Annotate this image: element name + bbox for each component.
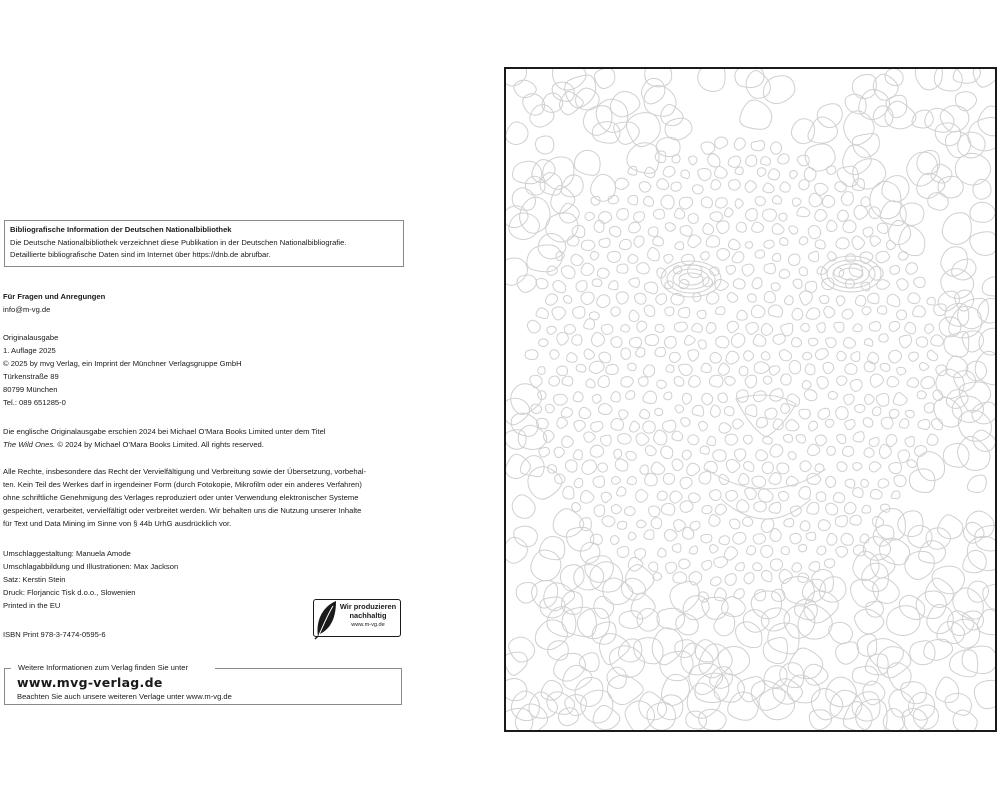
publisher-info-legend: Weitere Informationen zum Verlag finden Sie unter [18,663,188,672]
sustainability-url: www.m-vg.de [351,621,385,628]
sustainability-line2: nachhaltig [349,610,387,620]
sustainability-text [336,603,400,630]
edition-line: © 2025 by mvg Verlag, ein Imprint der Münchner Verlagsgruppe GmbH [3,359,242,369]
bibliographic-info-line: Die Deutsche Nationalbibliothek verzeichnet diese Publikation in der Deutschen Nationalbibliografie. [10,237,347,247]
edition-line: 1. Auflage 2025 [3,346,56,356]
contact-block [3,290,105,316]
rights-line: für Text und Data Mining im Sinne von § 44b UrhG ausdrücklich vor. [3,519,232,529]
contact-heading: Für Fragen und Anregungen [3,292,106,301]
bibliographic-info-box [4,220,404,267]
isbn-text: ISBN Print 978-3-7474-0595-6 [3,630,106,639]
credit-line: Printed in the EU [3,601,61,611]
original-edition-line: Die englische Originalausgabe erschien 2024 bei Michael O’Mara Books Limited unter dem Titel [3,427,326,436]
rights-line: ten. Kein Teil des Werkes darf in irgendeiner Form (durch Fotokopie, Mikrofilm oder ein anderes Verfahren) [3,480,362,490]
isbn [3,628,106,641]
credits-block [3,547,178,612]
leopard-coloring-illustration [506,69,995,730]
edition-line: Tel.: 089 651285-0 [3,398,66,408]
rights-line: ohne schriftliche Genehmigung des Verlages reproduziert oder unter Verwendung elektronischer Systeme [3,493,359,503]
edition-block [3,331,242,410]
sustainability-line1: Wir produzieren [339,602,397,611]
edition-line: 80799 München [3,385,58,395]
credit-line: Umschlaggestaltung: Manuela Amode [3,549,131,558]
rights-block [3,465,403,530]
publisher-info-box [4,663,402,705]
original-edition-block [3,425,325,451]
credit-line: Satz: Kerstin Stein [3,575,66,585]
illustration-page [500,0,1000,800]
coloring-illustration-frame [504,67,997,732]
rights-line: Alle Rechte, insbesondere das Recht der Vervielfältigung und Verbreitung sowie der Übersetzung, vorbehal- [3,467,367,476]
edition-line: Türkenstraße 89 [3,372,59,382]
sustainability-badge [313,599,401,637]
contact-email: info@m-vg.de [3,305,51,315]
credit-line: Druck: Florjancic Tisk d.o.o., Slowenien [3,588,136,598]
edition-line: Originalausgabe [3,333,59,342]
original-edition-line [3,438,325,451]
original-copyright: © 2024 by Michael O’Mara Books Limited. All rights reserved. [55,440,264,450]
credit-line: Umschlagabbildung und Illustrationen: Max Jackson [3,562,179,572]
rights-line: gespeichert, verarbeitet, vervielfältigt oder verbreitet werden. Wir behalten uns die Nutzung unserer Inhalte [3,506,362,516]
original-title: The Wild Ones. [3,440,56,450]
bibliographic-info-title: Bibliografische Information der Deutschen Nationalbibliothek [10,225,232,234]
publisher-website-link[interactable]: www.mvg-verlag.de [17,675,163,690]
publisher-info-note: Beachten Sie auch unsere weiteren Verlage unter www.m-vg.de [17,692,232,701]
bibliographic-info-line: Detaillierte bibliografische Daten sind im Internet über https://dnb.de abrufbar. [10,250,271,259]
